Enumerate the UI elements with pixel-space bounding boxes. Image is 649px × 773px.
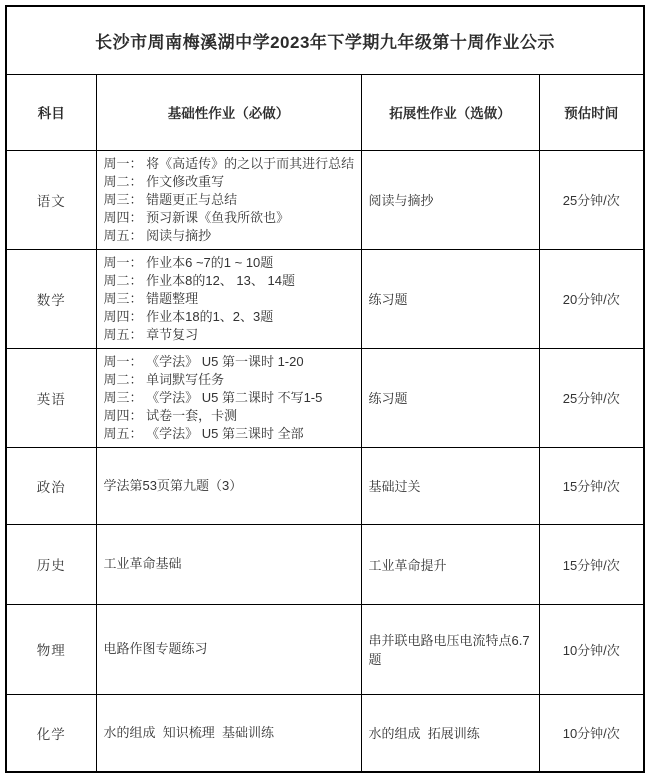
homework-line: 周三： 《学法》 U5 第二课时 不写1-5: [103, 389, 323, 405]
page-title: 长沙市周南梅溪湖中学2023年下学期九年级第十周作业公示: [6, 6, 644, 74]
estimated-time-cell: 10分钟/次: [539, 694, 644, 772]
homework-line: 学法第53页第九题（3）: [103, 477, 243, 493]
subject-cell: 英语: [6, 348, 96, 447]
basic-homework-cell: [96, 694, 361, 772]
column-header-time: 预估时间: [539, 74, 644, 150]
homework-line: 周三： 错题更正与总结: [103, 191, 238, 207]
subject-cell: 政治: [6, 447, 96, 524]
header-row: [6, 74, 644, 150]
homework-line: 周三： 错题整理: [103, 290, 199, 306]
basic-homework-cell: [96, 447, 361, 524]
subject-cell: 物理: [6, 604, 96, 694]
homework-line: 周四： 作业本18的1、2、3题: [103, 308, 274, 324]
subject-cell: 历史: [6, 524, 96, 604]
homework-line: 周五： 《学法》 U5 第三课时 全部: [103, 425, 304, 441]
table-row: [6, 150, 644, 249]
homework-line: 周五： 章节复习: [103, 326, 199, 342]
extension-homework-cell: 阅读与摘抄: [361, 150, 539, 249]
homework-line: 周四： 试卷一套，卡测: [103, 407, 238, 423]
homework-line: 水的组成 知识梳理 基础训练: [103, 724, 274, 740]
homework-line: 电路作图专题练习: [103, 641, 208, 656]
extension-homework-cell: 串并联电路电压电流特点6.7题: [361, 604, 539, 694]
basic-homework-cell: [96, 249, 361, 348]
homework-line: 周二： 单词默写任务: [103, 371, 225, 387]
subject-cell: 化学: [6, 694, 96, 772]
subject-cell: 数学: [6, 249, 96, 348]
estimated-time-cell: 25分钟/次: [539, 150, 644, 249]
extension-homework-cell: 水的组成 拓展训练: [361, 694, 539, 772]
table-row: [6, 447, 644, 524]
estimated-time-cell: 10分钟/次: [539, 604, 644, 694]
column-header-extension: 拓展性作业（选做）: [361, 74, 539, 150]
estimated-time-cell: 15分钟/次: [539, 447, 644, 524]
homework-line: 周一： 作业本6 ~7的1 ~ 10题: [103, 254, 274, 270]
extension-homework-cell: 基础过关: [361, 447, 539, 524]
basic-homework-cell: [96, 150, 361, 249]
column-header-basic: 基础性作业（必做）: [96, 74, 361, 150]
table-row: [6, 524, 644, 604]
extension-homework-cell: 练习题: [361, 249, 539, 348]
estimated-time-cell: 20分钟/次: [539, 249, 644, 348]
estimated-time-cell: 25分钟/次: [539, 348, 644, 447]
homework-line: 周一： 《学法》 U5 第一课时 1-20: [103, 353, 304, 369]
homework-notice-sheet: [5, 5, 643, 753]
table-row: [6, 348, 644, 447]
homework-line: 周五： 阅读与摘抄: [103, 227, 212, 243]
basic-homework-cell: [96, 348, 361, 447]
homework-line: 周二： 作文修改重写: [103, 173, 225, 189]
table-row: [6, 249, 644, 348]
homework-line: 周一： 将《高适传》的之以于而其进行总结: [103, 155, 355, 171]
estimated-time-cell: 15分钟/次: [539, 524, 644, 604]
title-row: [6, 6, 644, 74]
table-row: [6, 694, 644, 772]
table-body: [6, 6, 644, 772]
extension-homework-cell: 工业革命提升: [361, 524, 539, 604]
homework-line: 工业革命基础: [103, 556, 182, 571]
basic-homework-cell: [96, 524, 361, 604]
basic-homework-cell: [96, 604, 361, 694]
table-row: [6, 604, 644, 694]
homework-line: 周四： 预习新课《鱼我所欲也》: [103, 209, 290, 225]
extension-homework-cell: 练习题: [361, 348, 539, 447]
subject-cell: 语文: [6, 150, 96, 249]
homework-line: 周二： 作业本8的12、 13、 14题: [103, 272, 295, 288]
column-header-subject: 科目: [6, 74, 96, 150]
homework-table: [5, 5, 645, 773]
